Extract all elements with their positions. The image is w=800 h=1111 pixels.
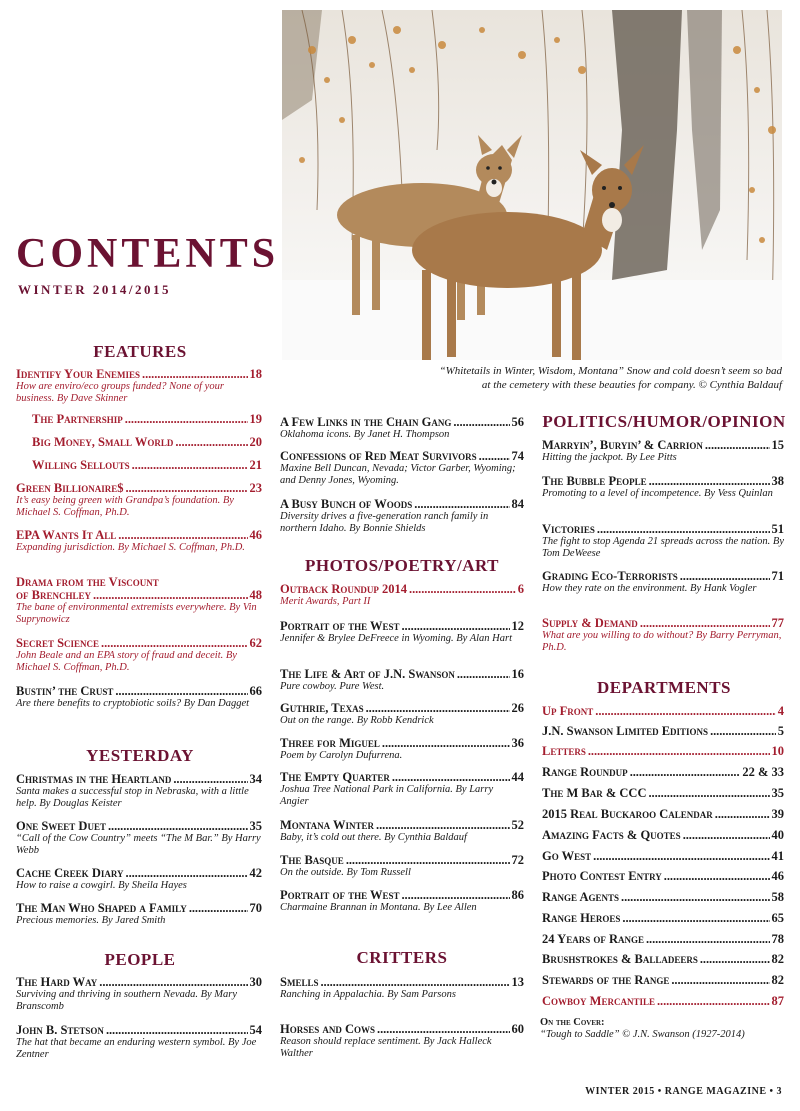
page-number: 46 [771, 870, 784, 883]
entry-title-text: The Empty Quarter [280, 771, 390, 784]
entry-title [280, 583, 524, 596]
entry-description: Baby, it’s cold out there. By Cynthia Baldauf [280, 832, 467, 843]
entry-title-text: Amazing Facts & Quotes [542, 829, 681, 842]
section-people: PEOPLE [104, 950, 176, 969]
leader-dots [189, 902, 248, 915]
page-number: 20 [249, 436, 262, 449]
leader-dots [126, 867, 248, 880]
entry-description: Pure cowboy. Pure West. [280, 681, 385, 692]
toc-entry[interactable] [542, 766, 784, 779]
entry-title-text: Outback Roundup 2014 [280, 583, 408, 596]
leader-dots [479, 450, 510, 463]
toc-entry[interactable] [280, 1023, 524, 1060]
page-number: 41 [771, 850, 784, 863]
entry-title [280, 976, 524, 989]
entry-description: What are you willing to do without? By Barry Perryman, Ph.D. [542, 630, 782, 653]
page-number: 35 [771, 787, 784, 800]
entry-title-text: Green Billionaire$ [16, 482, 124, 495]
leader-dots [99, 976, 247, 989]
toc-entry[interactable] [280, 450, 524, 487]
entry-description: Promoting to a level of incompetence. By Vess Quinlan [542, 488, 773, 499]
leader-dots [680, 570, 770, 583]
entry-title [542, 475, 784, 488]
toc-entry[interactable] [542, 808, 784, 821]
entry-title [16, 902, 262, 915]
toc-entry[interactable] [16, 529, 262, 554]
leader-dots [710, 725, 776, 738]
entry-title [542, 953, 784, 966]
entry-title [16, 773, 262, 786]
caption-line: “Whitetails in Winter, Wisdom, Montana” Snow and cold doesn’t seem so bad [439, 365, 782, 377]
leader-dots [453, 416, 509, 429]
toc-entry[interactable] [280, 976, 524, 1001]
leader-dots [630, 766, 741, 779]
entry-title-text: of Brenchley [16, 589, 91, 602]
leader-dots [657, 995, 770, 1008]
entry-title [32, 413, 262, 426]
toc-entry[interactable] [542, 475, 784, 500]
entry-title-text: Up Front [542, 705, 594, 718]
toc-entry[interactable] [16, 773, 262, 810]
entry-title-text: Bustin’ the Crust [16, 685, 114, 698]
entry-title [280, 889, 524, 902]
section-yesterday: YESTERDAY [86, 746, 194, 765]
entry-title-text: The Hard Way [16, 976, 98, 989]
toc-entry[interactable] [542, 439, 784, 464]
leader-dots [588, 745, 770, 758]
page-number: 77 [771, 617, 784, 630]
leader-dots [115, 685, 247, 698]
page-number: 52 [511, 819, 524, 832]
entry-title-text: Montana Winter [280, 819, 375, 832]
leader-dots [715, 808, 770, 821]
entry-title-text: The Basque [280, 854, 344, 867]
entry-title [542, 570, 784, 583]
toc-entry[interactable] [16, 867, 262, 892]
on-the-cover [540, 1017, 790, 1041]
entry-description: Out on the range. By Robb Kendrick [280, 715, 434, 726]
page-number: 38 [771, 475, 784, 488]
entry-title [16, 637, 262, 650]
toc-entry[interactable] [542, 787, 784, 800]
page-number: 5 [777, 725, 784, 738]
page-number: 22 & 33 [742, 766, 784, 779]
entry-title-text: Range Agents [542, 891, 620, 904]
section-departments: DEPARTMENTS [597, 678, 731, 697]
toc-entry[interactable] [280, 889, 524, 914]
toc-entry[interactable] [280, 771, 524, 808]
leader-dots [142, 368, 247, 381]
entry-title [280, 668, 524, 681]
deer-in-snow-image [282, 10, 782, 360]
page-number: 10 [771, 745, 784, 758]
entry-title-text: Willing Sellouts [32, 459, 130, 472]
page-number: 16 [511, 668, 524, 681]
entry-title [280, 1023, 524, 1036]
cover-text: “Tough to Saddle” © J.N. Swanson (1927-2014) [540, 1029, 745, 1040]
entry-title-text: Cowboy Mercantile [542, 995, 655, 1008]
page-number: 87 [771, 995, 784, 1008]
entry-title [542, 745, 784, 758]
leader-dots [173, 773, 247, 786]
leader-dots [377, 1023, 509, 1036]
entry-title [16, 482, 262, 495]
leader-dots [346, 854, 510, 867]
section-politics: POLITICS/HUMOR/OPINION [542, 412, 786, 431]
entry-title-text: The Bubble People [542, 475, 647, 488]
entry-title-text: J.N. Swanson Limited Editions [542, 725, 709, 738]
entry-title-text: Confessions of Red Meat Survivors [280, 450, 477, 463]
toc-entry[interactable] [542, 974, 784, 987]
entry-title-text: Christmas in the Heartland [16, 773, 172, 786]
entry-title-text: Range Heroes [542, 912, 621, 925]
entry-title-text: The M Bar & CCC [542, 787, 647, 800]
entry-title [542, 974, 784, 987]
leader-dots [649, 475, 770, 488]
entry-title-text: Portrait of the West [280, 620, 400, 633]
entry-title [280, 771, 524, 784]
toc-entry[interactable] [280, 583, 524, 608]
page-number: 86 [511, 889, 524, 902]
cover-label: On the Cover: [540, 1017, 605, 1028]
toc-entry[interactable] [280, 737, 524, 762]
entry-title [542, 829, 784, 842]
toc-entry[interactable] [542, 933, 784, 946]
leader-dots [175, 436, 247, 449]
page-number: 26 [511, 702, 524, 715]
entry-title [16, 576, 262, 589]
toc-entry[interactable] [542, 995, 784, 1008]
leader-dots [382, 737, 510, 750]
toc-entry[interactable] [542, 850, 784, 863]
page-number: 51 [771, 523, 784, 536]
toc-entry[interactable] [542, 891, 784, 904]
toc-entry[interactable] [16, 976, 262, 1013]
entry-title [542, 850, 784, 863]
page-number: 39 [771, 808, 784, 821]
page-footer: WINTER 2015 • RANGE MAGAZINE • 3 [585, 1086, 782, 1097]
entry-title [542, 523, 784, 536]
toc-entry[interactable] [32, 436, 262, 449]
entry-title-text: 2015 Real Buckaroo Calendar [542, 808, 713, 821]
entry-description: How they rate on the environment. By Hank Vogler [542, 583, 757, 594]
entry-title [16, 685, 262, 698]
entry-title [542, 995, 784, 1008]
toc-entry[interactable] [542, 725, 784, 738]
entry-title [280, 854, 524, 867]
issue-date: WINTER 2014/2015 [18, 282, 172, 297]
toc-entry[interactable] [542, 953, 784, 966]
entry-title [280, 702, 524, 715]
toc-entry[interactable] [542, 745, 784, 758]
entry-title [16, 820, 262, 833]
entry-title-text: Smells [280, 976, 319, 989]
entry-description: Diversity drives a five-generation ranch family in northern Idaho. By Bonnie Shields [280, 511, 489, 534]
page-number: 70 [249, 902, 262, 915]
entry-description: “Call of the Cow Country” meets “The M Bar.” By Harry Webb [16, 833, 261, 856]
leader-dots [457, 668, 510, 681]
leader-dots [640, 617, 770, 630]
entry-title-text: A Few Links in the Chain Gang [280, 416, 452, 429]
page-number: 60 [511, 1023, 524, 1036]
entry-description: Oklahoma icons. By Janet H. Thompson [280, 429, 450, 440]
entry-description: The bane of environmental extremists everywhere. By Vin Suprynowicz [16, 602, 257, 625]
entry-title [32, 459, 262, 472]
leader-dots [597, 523, 770, 536]
page-number: 42 [249, 867, 262, 880]
entry-title-text: Letters [542, 745, 586, 758]
toc-entry[interactable] [16, 685, 262, 710]
entry-description: Jennifer & Brylee DeFreece in Wyoming. By Alan Hart [280, 633, 512, 644]
toc-entry[interactable] [280, 819, 524, 844]
toc-entry[interactable] [542, 912, 784, 925]
toc-entry[interactable] [32, 413, 262, 426]
entry-title [280, 620, 524, 633]
page-number: 18 [249, 368, 262, 381]
toc-entry[interactable] [16, 576, 262, 626]
entry-description: Joshua Tree National Park in California. By Larry Angier [280, 784, 494, 807]
entry-title-text: Stewards of the Range [542, 974, 670, 987]
leader-dots [125, 413, 248, 426]
page-number: 66 [249, 685, 262, 698]
leader-dots [409, 583, 516, 596]
page-number: 82 [771, 953, 784, 966]
entry-description: Hitting the jackpot. By Lee Pitts [542, 452, 677, 463]
leader-dots [101, 637, 247, 650]
page-number: 23 [249, 482, 262, 495]
entry-description: Merit Awards, Part II [280, 596, 371, 607]
entry-title-text: John B. Stetson [16, 1024, 104, 1037]
leader-dots [402, 620, 510, 633]
entry-title [542, 439, 784, 452]
toc-entry[interactable] [32, 459, 262, 472]
leader-dots [700, 953, 770, 966]
entry-title [542, 705, 784, 718]
cover-photo [282, 10, 782, 360]
leader-dots [671, 974, 769, 987]
page-number: 35 [249, 820, 262, 833]
entry-title [542, 766, 784, 779]
entry-description: Expanding jurisdiction. By Michael S. Coffman, Ph.D. [16, 542, 245, 553]
entry-title-text: Victories [542, 523, 595, 536]
toc-entry[interactable] [542, 870, 784, 883]
leader-dots [621, 891, 769, 904]
leader-dots [93, 589, 248, 602]
leader-dots [402, 889, 510, 902]
toc-entry[interactable] [542, 829, 784, 842]
page-number: 4 [777, 705, 784, 718]
page-number: 46 [249, 529, 262, 542]
entry-title-text: Secret Science [16, 637, 100, 650]
entry-title [280, 498, 524, 511]
toc-entry[interactable] [542, 570, 784, 595]
entry-description: Poem by Carolyn Dufurrena. [280, 750, 403, 761]
page-number: 19 [249, 413, 262, 426]
leader-dots [414, 498, 509, 511]
toc-entry[interactable] [16, 1024, 262, 1061]
section-photos: PHOTOS/POETRY/ART [304, 556, 500, 575]
entry-title [280, 737, 524, 750]
toc-entry[interactable] [16, 637, 262, 674]
entry-title [542, 725, 784, 738]
entry-title-text: A Busy Bunch of Woods [280, 498, 413, 511]
page-number: 62 [249, 637, 262, 650]
leader-dots [125, 482, 247, 495]
leader-dots [593, 850, 769, 863]
entry-title-text: Guthrie, Texas [280, 702, 364, 715]
page-number: 71 [771, 570, 784, 583]
entry-title-text: Supply & Demand [542, 617, 638, 630]
entry-title-text: The Partnership [32, 413, 123, 426]
entry-description: How to raise a cowgirl. By Sheila Hayes [16, 880, 187, 891]
entry-title [16, 867, 262, 880]
contents-title: CONTENTS [16, 231, 280, 277]
entry-title-text: The Man Who Shaped a Family [16, 902, 187, 915]
entry-title-text: Grading Eco-Terrorists [542, 570, 678, 583]
page-number: 82 [771, 974, 784, 987]
entry-title-text: Range Roundup [542, 766, 628, 779]
entry-title-text: Marryin’, Buryin’ & Carrion [542, 439, 703, 452]
toc-entry[interactable] [280, 668, 524, 693]
entry-description: Precious memories. By Jared Smith [16, 915, 166, 926]
toc-entry[interactable] [280, 702, 524, 727]
page-number: 72 [511, 854, 524, 867]
entry-title-text: Drama from the Viscount [16, 576, 159, 589]
page-number: 84 [511, 498, 524, 511]
entry-title-text: Big Money, Small World [32, 436, 174, 449]
entry-description: On the outside. By Tom Russell [280, 867, 411, 878]
page-number: 65 [771, 912, 784, 925]
entry-title [16, 1024, 262, 1037]
entry-description: Charmaine Brannan in Montana. By Lee Allen [280, 902, 477, 913]
page-number: 44 [511, 771, 524, 784]
leader-dots [108, 820, 248, 833]
entry-description: It’s easy being green with Grandpa’s foundation. By Michael S. Coffman, Ph.D. [16, 495, 234, 518]
photo-caption [300, 364, 782, 392]
entry-description: How are enviro/eco groups funded? None of your business. By Dave Skinner [16, 381, 224, 404]
entry-title-text: The Life & Art of J.N. Swanson [280, 668, 455, 681]
section-features: FEATURES [93, 342, 187, 361]
entry-title-text: Portrait of the West [280, 889, 400, 902]
entry-title-text: Identify Your Enemies [16, 368, 141, 381]
leader-dots [705, 439, 770, 452]
entry-title [542, 891, 784, 904]
leader-dots [366, 702, 510, 715]
entry-title [542, 870, 784, 883]
leader-dots [622, 912, 769, 925]
section-critters: CRITTERS [356, 948, 448, 967]
page-number: 40 [771, 829, 784, 842]
entry-title [280, 819, 524, 832]
entry-title-text: Three for Miguel [280, 737, 380, 750]
entry-title-text: Horses and Cows [280, 1023, 376, 1036]
page-number: 13 [511, 976, 524, 989]
page-number: 58 [771, 891, 784, 904]
toc-entry[interactable] [542, 617, 784, 654]
toc-entry[interactable] [280, 854, 524, 879]
page-number: 54 [249, 1024, 262, 1037]
entry-title-text: Cache Creek Diary [16, 867, 124, 880]
page-number: 15 [771, 439, 784, 452]
leader-dots [118, 529, 247, 542]
toc-entry[interactable] [542, 523, 784, 560]
entry-description: Reason should replace sentiment. By Jack Halleck Walther [280, 1036, 492, 1059]
entry-title [280, 416, 524, 429]
page-number: 48 [249, 589, 262, 602]
entry-description: Are there benefits to cryptobiotic soils? By Dan Dagget [16, 698, 250, 709]
leader-dots [648, 787, 769, 800]
entry-title-text: Photo Contest Entry [542, 870, 662, 883]
entry-title [32, 436, 262, 449]
entry-description: The hat that became an enduring western symbol. By Joe Zentner [16, 1037, 257, 1060]
entry-title [542, 617, 784, 630]
entry-title [542, 933, 784, 946]
toc-entry[interactable] [280, 416, 524, 441]
leader-dots [595, 705, 775, 718]
page-number: 78 [771, 933, 784, 946]
leader-dots [683, 829, 770, 842]
entry-title [542, 912, 784, 925]
entry-description: Maxine Bell Duncan, Nevada; Victor Garber, Wyoming; and Denny Jones, Wyoming. [280, 463, 516, 486]
toc-entry[interactable] [16, 820, 262, 857]
page-number: 36 [511, 737, 524, 750]
leader-dots [664, 870, 770, 883]
page-number: 56 [511, 416, 524, 429]
leader-dots [132, 459, 248, 472]
toc-entry[interactable] [280, 620, 524, 645]
entry-title [542, 808, 784, 821]
entry-title-text: EPA Wants It All [16, 529, 117, 542]
toc-entry[interactable] [16, 482, 262, 519]
toc-entry[interactable] [542, 705, 784, 718]
page-number: 30 [249, 976, 262, 989]
leader-dots [646, 933, 770, 946]
entry-title [280, 450, 524, 463]
toc-entry[interactable] [16, 902, 262, 927]
entry-title-text: 24 Years of Range [542, 933, 644, 946]
leader-dots [376, 819, 509, 832]
entry-description: Santa makes a successful stop in Nebraska, with a little help. By Douglas Keister [16, 786, 249, 809]
entry-title [542, 787, 784, 800]
entry-description: John Beale and an EPA story of fraud and deceit. By Michael S. Coffman, Ph.D. [16, 650, 237, 673]
entry-title [16, 589, 262, 602]
entry-description: Surviving and thriving in southern Nevada. By Mary Branscomb [16, 989, 238, 1012]
caption-line: at the cemetery with these beauties for company. © Cynthia Baldauf [481, 379, 782, 391]
page-number: 6 [517, 583, 524, 596]
page-number: 12 [511, 620, 524, 633]
entry-description: The fight to stop Agenda 21 spreads across the nation. By Tom DeWeese [542, 536, 784, 559]
entry-title [16, 529, 262, 542]
entry-title-text: One Sweet Duet [16, 820, 106, 833]
page-number: 34 [249, 773, 262, 786]
entry-title-text: Brushstrokes & Balladeers [542, 953, 698, 966]
entry-title [16, 368, 262, 381]
leader-dots [392, 771, 510, 784]
leader-dots [320, 976, 509, 989]
page-number: 21 [249, 459, 262, 472]
toc-entry[interactable] [280, 498, 524, 535]
entry-title [16, 976, 262, 989]
entry-title-text: Go West [542, 850, 592, 863]
leader-dots [106, 1024, 248, 1037]
entry-description: Ranching in Appalachia. By Sam Parsons [280, 989, 456, 1000]
page-number: 74 [511, 450, 524, 463]
toc-entry[interactable] [16, 368, 262, 405]
